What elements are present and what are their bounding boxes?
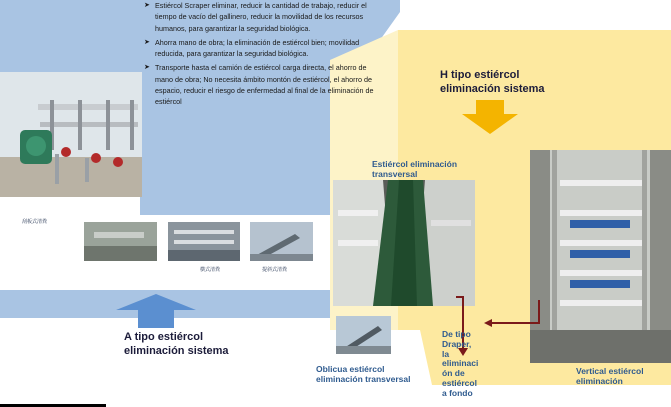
up-arrow-icon	[116, 294, 196, 328]
down-arrow-icon	[462, 100, 518, 134]
thumb-photo-3	[250, 222, 313, 261]
vertical-caption: Vertical estiércol eliminación	[576, 366, 644, 386]
blue-band-top	[0, 0, 140, 72]
bullet-arrow-icon: ➤	[144, 2, 150, 9]
scraper-machine-photo	[0, 72, 142, 197]
thumb-caption-3: 提斜式清粪	[262, 267, 288, 273]
vertical-link-line-v	[538, 300, 540, 324]
thumb-photo-1	[84, 222, 157, 261]
thumb-caption-scraper: 刮板式清粪	[22, 219, 48, 225]
draper-caption: De tipo Draper, la eliminaci ón de estiércol a fondo	[442, 329, 479, 398]
bullet-arrow-icon: ➤	[144, 64, 150, 72]
transversal-belt-photo	[333, 180, 475, 306]
vertical-removal-photo	[530, 150, 671, 363]
thumb-caption-2: 横式清粪	[200, 267, 221, 273]
transversal-caption: Estiércol eliminación transversal	[372, 159, 458, 179]
thumb-photo-2	[168, 222, 240, 261]
bullet-arrow-icon: ➤	[144, 38, 150, 46]
vertical-link-line	[490, 322, 540, 324]
benefits-list	[144, 0, 376, 111]
benefit-item: ➤ Ahorra mano de obra; la eliminación de estiércol bien; movilidad reducida, para garantizar la seguridad biológica.	[144, 37, 360, 59]
oblique-caption: Oblicua estiércol eliminación transversal	[316, 364, 411, 384]
link-line-horizontal	[456, 296, 464, 298]
vertical-link-arrowhead-icon	[484, 319, 492, 327]
oblique-removal-photo	[336, 316, 391, 354]
h-type-title: H tipo estiércol eliminación sistema	[440, 69, 545, 95]
benefit-item: ➤ Transporte hasta el camión de estiércol carga directa, el ahorro de mano de obra; No necesita ámbito montón de estiércol, el ahorro de espacio, reducir el riesgo de enfermedad al final de la eliminación de estiércol	[144, 63, 374, 107]
benefit-item: ➤ Estiércol Scraper eliminar, reducir la cantidad de trabajo, reducir el tiempo de vacío del gallinero, reducir la movilidad de los recursos humanos, para garantizar la seguridad biológica.	[144, 1, 367, 33]
a-type-title: A tipo estiércol eliminación sistema	[124, 331, 229, 357]
